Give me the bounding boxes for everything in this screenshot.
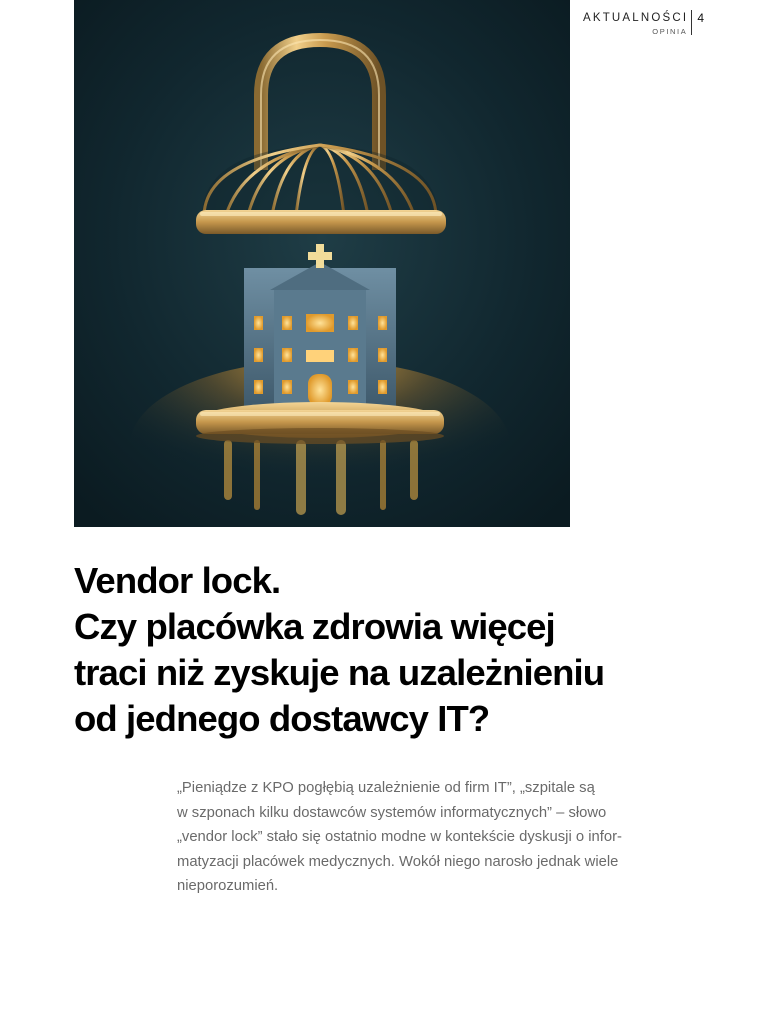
lead-line: matyzacji placówek medycznych. Wokół niego narosło jednak wiele [177,853,619,870]
page-number: 4 [697,11,704,25]
title-line: Vendor lock. [74,560,281,601]
caged-hospital-illustration [74,0,570,527]
title-line: od jednego dostawcy IT? [74,698,490,739]
title-line: traci niż zyskuje na uzależnieniu [74,652,605,693]
lead-line: w szponach kilku dostawców systemów informatycznych” – słowo [177,804,607,821]
running-header [583,10,704,37]
subsection-label: OPINIA [652,27,688,36]
lead-line: „vendor lock” stało się ostatnio modne w kontekście dyskusji o infor- [177,829,622,845]
section-labels [583,10,691,37]
section-label: AKTUALNOŚCI [582,12,689,24]
lead-line: „Pieniądze z KPO pogłębią uzależnienie od firm IT”, „szpitale są [177,780,595,796]
hero-image [74,0,570,527]
lead-line: nieporozumień. [177,878,279,894]
article-title [74,558,714,742]
article-lead [177,776,697,899]
title-line: Czy placówka zdrowia więcej [74,606,555,647]
